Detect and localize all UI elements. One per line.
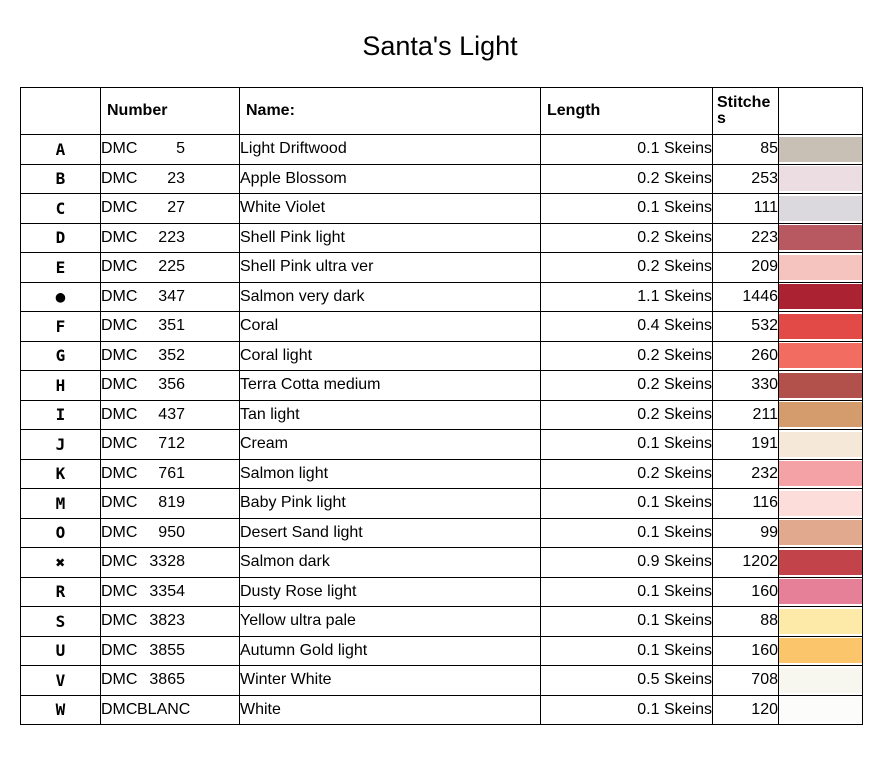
row-brand: DMC — [101, 287, 138, 305]
header-color — [779, 88, 863, 135]
row-stitches: 532 — [713, 312, 779, 342]
row-color-cell — [779, 164, 863, 194]
row-color-cell — [779, 135, 863, 165]
color-swatch — [779, 255, 862, 280]
row-length: 0.2 Skeins — [541, 341, 713, 371]
row-number — [101, 430, 240, 460]
row-number — [101, 253, 240, 283]
color-swatch — [779, 343, 862, 368]
color-swatch — [779, 668, 862, 693]
row-name: Light Driftwood — [240, 135, 541, 165]
row-name: Cream — [240, 430, 541, 460]
legend-body — [21, 135, 863, 725]
color-swatch — [779, 579, 862, 604]
row-code: 437 — [158, 405, 185, 423]
color-swatch — [779, 284, 862, 309]
row-length: 0.1 Skeins — [541, 577, 713, 607]
row-stitches: 1446 — [713, 282, 779, 312]
table-row — [21, 548, 863, 578]
row-brand: DMC — [101, 258, 138, 276]
row-code: 347 — [158, 287, 185, 305]
color-swatch — [779, 196, 862, 221]
row-length: 0.2 Skeins — [541, 371, 713, 401]
row-stitches: 120 — [713, 695, 779, 725]
table-row — [21, 223, 863, 253]
row-length: 0.1 Skeins — [541, 518, 713, 548]
row-brand: DMC — [101, 376, 138, 394]
row-color-cell — [779, 341, 863, 371]
row-length: 0.2 Skeins — [541, 459, 713, 489]
row-color-cell — [779, 636, 863, 666]
row-color-cell — [779, 371, 863, 401]
row-color-cell — [779, 312, 863, 342]
row-name: White — [240, 695, 541, 725]
row-symbol: I — [21, 400, 101, 430]
row-brand: DMC — [101, 169, 138, 187]
row-code: 5 — [176, 140, 185, 158]
row-number — [101, 282, 240, 312]
row-brand: DMC — [101, 553, 138, 571]
row-symbol: K — [21, 459, 101, 489]
color-swatch — [779, 314, 862, 339]
row-color-cell — [779, 518, 863, 548]
row-symbol: J — [21, 430, 101, 460]
row-stitches: 191 — [713, 430, 779, 460]
color-swatch — [779, 461, 862, 486]
row-color-cell — [779, 607, 863, 637]
row-name: Desert Sand light — [240, 518, 541, 548]
table-row — [21, 695, 863, 725]
row-length: 0.1 Skeins — [541, 695, 713, 725]
row-symbol: ● — [21, 282, 101, 312]
header-stitches: Stitches — [713, 88, 779, 135]
color-swatch — [779, 432, 862, 457]
row-name: Shell Pink ultra ver — [240, 253, 541, 283]
header-length: Length — [541, 88, 713, 135]
row-symbol: R — [21, 577, 101, 607]
row-symbol: S — [21, 607, 101, 637]
row-stitches: 99 — [713, 518, 779, 548]
table-row — [21, 194, 863, 224]
row-number — [101, 489, 240, 519]
color-swatch — [779, 697, 862, 722]
thread-legend-table — [20, 87, 863, 725]
row-length: 0.2 Skeins — [541, 164, 713, 194]
table-row — [21, 312, 863, 342]
row-number — [101, 607, 240, 637]
color-swatch — [779, 373, 862, 398]
row-code: 225 — [158, 258, 185, 276]
row-length: 0.1 Skeins — [541, 607, 713, 637]
row-number — [101, 548, 240, 578]
row-symbol: M — [21, 489, 101, 519]
table-row — [21, 430, 863, 460]
row-stitches: 111 — [713, 194, 779, 224]
row-length: 0.5 Skeins — [541, 666, 713, 696]
row-color-cell — [779, 577, 863, 607]
row-color-cell — [779, 194, 863, 224]
color-swatch — [779, 520, 862, 545]
row-symbol: W — [21, 695, 101, 725]
row-brand: DMC — [101, 140, 138, 158]
row-code: 23 — [167, 169, 185, 187]
row-length: 0.1 Skeins — [541, 489, 713, 519]
row-symbol: C — [21, 194, 101, 224]
row-code: 3823 — [149, 612, 185, 630]
table-row — [21, 666, 863, 696]
row-color-cell — [779, 695, 863, 725]
row-brand: DMC — [101, 228, 138, 246]
row-name: Dusty Rose light — [240, 577, 541, 607]
row-number — [101, 312, 240, 342]
row-color-cell — [779, 489, 863, 519]
row-color-cell — [779, 400, 863, 430]
table-row — [21, 341, 863, 371]
row-stitches: 88 — [713, 607, 779, 637]
row-brand: DMC — [101, 494, 138, 512]
row-color-cell — [779, 666, 863, 696]
row-number — [101, 164, 240, 194]
row-number — [101, 135, 240, 165]
row-brand: DMC — [101, 612, 138, 630]
row-number — [101, 636, 240, 666]
row-name: Salmon light — [240, 459, 541, 489]
row-brand: DMC — [101, 346, 138, 364]
row-number — [101, 666, 240, 696]
color-swatch — [779, 137, 862, 162]
table-row — [21, 253, 863, 283]
row-name: Yellow ultra pale — [240, 607, 541, 637]
row-number — [101, 695, 240, 725]
row-code: 351 — [158, 317, 185, 335]
row-name: Salmon dark — [240, 548, 541, 578]
row-color-cell — [779, 548, 863, 578]
row-name: Autumn Gold light — [240, 636, 541, 666]
row-color-cell — [779, 430, 863, 460]
color-swatch — [779, 225, 862, 250]
row-symbol: F — [21, 312, 101, 342]
row-length: 0.2 Skeins — [541, 253, 713, 283]
color-swatch — [779, 638, 862, 663]
row-color-cell — [779, 253, 863, 283]
row-number — [101, 341, 240, 371]
row-stitches: 116 — [713, 489, 779, 519]
table-row — [21, 577, 863, 607]
row-stitches: 160 — [713, 577, 779, 607]
row-color-cell — [779, 459, 863, 489]
table-row — [21, 400, 863, 430]
row-length: 0.2 Skeins — [541, 400, 713, 430]
table-row — [21, 489, 863, 519]
row-stitches: 253 — [713, 164, 779, 194]
row-name: Coral — [240, 312, 541, 342]
row-length: 0.1 Skeins — [541, 135, 713, 165]
row-length: 1.1 Skeins — [541, 282, 713, 312]
row-number — [101, 194, 240, 224]
color-swatch — [779, 609, 862, 634]
row-code: 3328 — [149, 553, 185, 571]
row-code: 950 — [158, 523, 185, 541]
row-stitches: 160 — [713, 636, 779, 666]
row-brand: DMC — [101, 464, 138, 482]
row-length: 0.1 Skeins — [541, 636, 713, 666]
row-stitches: 85 — [713, 135, 779, 165]
color-swatch — [779, 166, 862, 191]
table-row — [21, 164, 863, 194]
row-brand: DMC — [101, 700, 138, 718]
row-symbol: B — [21, 164, 101, 194]
row-code: 3865 — [149, 671, 185, 689]
row-brand: DMC — [101, 199, 138, 217]
row-code: 352 — [158, 346, 185, 364]
row-name: Tan light — [240, 400, 541, 430]
table-row — [21, 518, 863, 548]
header-row — [21, 88, 863, 135]
row-brand: DMC — [101, 435, 138, 453]
table-row — [21, 282, 863, 312]
row-number — [101, 518, 240, 548]
page-title: Santa's Light — [362, 31, 518, 61]
header-symbol — [21, 88, 101, 135]
row-brand: DMC — [101, 523, 138, 541]
row-name: Salmon very dark — [240, 282, 541, 312]
row-symbol: H — [21, 371, 101, 401]
row-code: 3855 — [149, 641, 185, 659]
table-row — [21, 459, 863, 489]
row-name: Baby Pink light — [240, 489, 541, 519]
row-code: 27 — [167, 199, 185, 217]
row-symbol: U — [21, 636, 101, 666]
row-code: 819 — [158, 494, 185, 512]
row-number — [101, 577, 240, 607]
row-length: 0.9 Skeins — [541, 548, 713, 578]
row-name: Winter White — [240, 666, 541, 696]
row-stitches: 223 — [713, 223, 779, 253]
row-brand: DMC — [101, 405, 138, 423]
row-length: 0.1 Skeins — [541, 194, 713, 224]
row-stitches: 209 — [713, 253, 779, 283]
row-name: Coral light — [240, 341, 541, 371]
row-symbol: ✖ — [21, 548, 101, 578]
row-brand: DMC — [101, 317, 138, 335]
row-number — [101, 400, 240, 430]
row-code: 761 — [158, 464, 185, 482]
row-symbol: O — [21, 518, 101, 548]
row-name: Apple Blossom — [240, 164, 541, 194]
row-stitches: 1202 — [713, 548, 779, 578]
row-length: 0.2 Skeins — [541, 223, 713, 253]
row-stitches: 232 — [713, 459, 779, 489]
row-code: 356 — [158, 376, 185, 394]
row-symbol: A — [21, 135, 101, 165]
row-name: White Violet — [240, 194, 541, 224]
color-swatch — [779, 550, 862, 575]
row-name: Shell Pink light — [240, 223, 541, 253]
row-name: Terra Cotta medium — [240, 371, 541, 401]
row-length: 0.1 Skeins — [541, 430, 713, 460]
row-symbol: D — [21, 223, 101, 253]
row-brand: DMC — [101, 582, 138, 600]
row-symbol: E — [21, 253, 101, 283]
row-code: 223 — [158, 228, 185, 246]
row-code: BLANC — [137, 700, 191, 718]
table-row — [21, 371, 863, 401]
row-symbol: G — [21, 341, 101, 371]
row-brand: DMC — [101, 641, 138, 659]
row-length: 0.4 Skeins — [541, 312, 713, 342]
row-color-cell — [779, 282, 863, 312]
row-number — [101, 459, 240, 489]
row-brand: DMC — [101, 671, 138, 689]
row-stitches: 211 — [713, 400, 779, 430]
table-row — [21, 607, 863, 637]
row-color-cell — [779, 223, 863, 253]
row-number — [101, 371, 240, 401]
row-stitches: 708 — [713, 666, 779, 696]
row-code: 3354 — [149, 582, 185, 600]
row-stitches: 260 — [713, 341, 779, 371]
table-row — [21, 135, 863, 165]
row-number — [101, 223, 240, 253]
table-row — [21, 636, 863, 666]
row-symbol: V — [21, 666, 101, 696]
color-swatch — [779, 402, 862, 427]
color-swatch — [779, 491, 862, 516]
row-code: 712 — [158, 435, 185, 453]
header-number: Number — [101, 88, 240, 135]
header-name: Name: — [240, 88, 541, 135]
row-stitches: 330 — [713, 371, 779, 401]
